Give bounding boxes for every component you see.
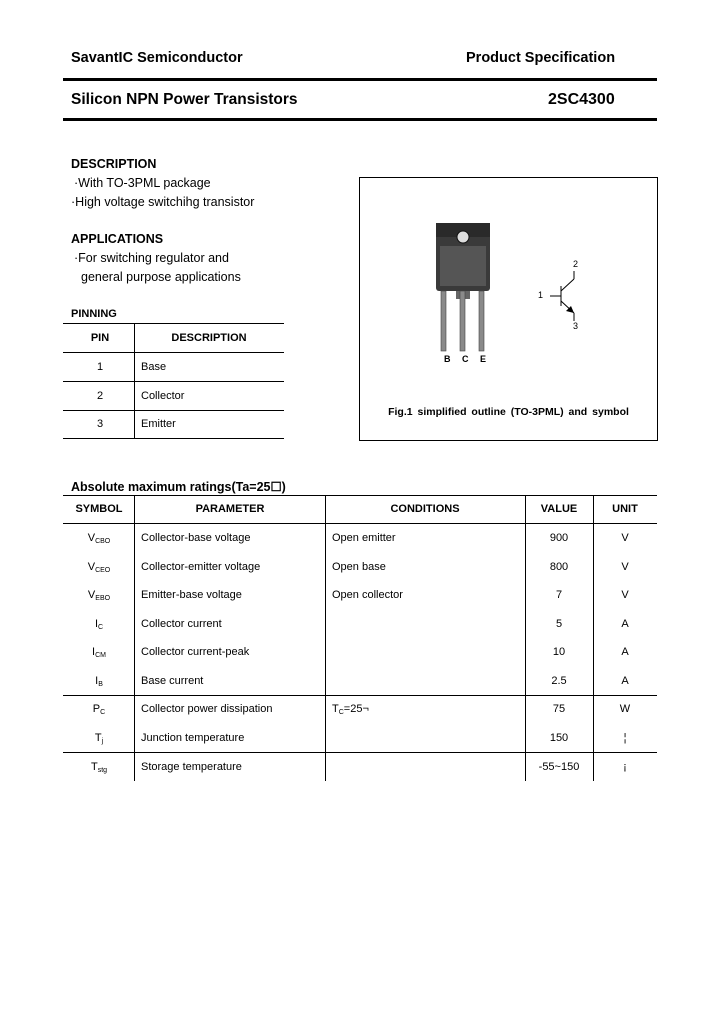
rating-value: 2.5 (551, 675, 567, 687)
package-label-e: E (480, 354, 487, 364)
rating-parameter: Base current (141, 675, 204, 687)
conditions-header: CONDITIONS (390, 503, 460, 515)
rating-value: 900 (549, 532, 569, 544)
pin-description: Emitter (141, 418, 176, 430)
pin-table-line (63, 381, 284, 382)
pin-table-line (63, 438, 284, 439)
rating-symbol: $P_C$ (92, 703, 106, 716)
rating-value: 7 (555, 589, 563, 601)
rating-condition: $T_C=25\neg$ (332, 703, 369, 716)
rating-symbol: $I_C$ (94, 618, 104, 631)
symbol-pin-2: 2 (573, 259, 579, 269)
rating-symbol: $V_{CBO}$ (87, 532, 111, 545)
ratings-title: Absolute maximum ratings(Ta=25☐) (71, 480, 286, 494)
parameter-header: PARAMETER (195, 503, 265, 515)
pin-table-line (63, 352, 284, 353)
npn-transistor-symbol-icon (550, 271, 574, 321)
rating-unit: ¦ (623, 732, 627, 744)
ratings-divider (134, 495, 135, 781)
pin-number: 2 (96, 390, 104, 402)
package-label-b: B (444, 354, 451, 364)
applications-item: general purpose applications (81, 270, 241, 284)
pin-desc-header: DESCRIPTION (171, 332, 247, 344)
rating-unit: W (619, 703, 631, 715)
rating-symbol: $V_{CEO}$ (87, 561, 111, 574)
figure-caption: Fig.1 simplified outline (TO-3PML) and symbol (388, 406, 629, 418)
rating-unit: A (621, 646, 629, 658)
rating-parameter: Junction temperature (141, 732, 245, 744)
applications-title: APPLICATIONS (71, 232, 164, 246)
part-number: 2SC4300 (548, 91, 615, 108)
rating-unit: V (621, 532, 629, 544)
rating-parameter: Collector current (141, 618, 222, 630)
description-title: DESCRIPTION (71, 157, 157, 171)
description-item: ·High voltage switchihg transistor (71, 195, 255, 209)
unit-header: UNIT (612, 503, 638, 515)
rating-parameter: Collector power dissipation (141, 703, 273, 715)
rating-symbol: $I_{CM}$ (92, 646, 106, 659)
package-label-c: C (462, 354, 469, 364)
rating-parameter: Emitter-base voltage (141, 589, 242, 601)
rating-unit: V (621, 589, 629, 601)
pin-number: 1 (96, 361, 104, 373)
pin-number: 3 (96, 418, 104, 430)
figure-box (359, 177, 658, 441)
rating-parameter: Storage temperature (141, 761, 242, 773)
rating-condition: Open emitter (332, 532, 396, 544)
symbol-pin-3: 3 (573, 321, 579, 331)
pin-description: Collector (141, 390, 185, 402)
rating-value: 10 (552, 646, 566, 658)
header-rule-bottom (63, 118, 657, 121)
value-header: VALUE (540, 503, 578, 515)
pin-description: Base (141, 361, 167, 373)
rating-value: 150 (549, 732, 569, 744)
ratings-line (63, 495, 657, 496)
product-line: Silicon NPN Power Transistors (71, 91, 298, 108)
rating-unit: ¡ (623, 761, 627, 773)
ratings-divider (525, 495, 526, 781)
rating-parameter: Collector-emitter voltage (141, 561, 261, 573)
pinning-title: PINNING (71, 308, 117, 320)
rating-unit: A (621, 618, 629, 630)
rating-value: 800 (549, 561, 569, 573)
rating-condition: Open base (332, 561, 386, 573)
description-item: ·With TO-3PML package (74, 176, 211, 190)
rating-parameter: Collector current-peak (141, 646, 250, 658)
applications-item: ·For switching regulator and (74, 251, 229, 265)
ratings-divider (325, 495, 326, 781)
rating-value: 5 (555, 618, 563, 630)
pin-table-divider (134, 323, 135, 438)
transistor-figure (360, 178, 657, 440)
ratings-line (63, 695, 657, 696)
company-name: SavantIC Semiconductor (71, 50, 243, 66)
symbol-pin-1: 1 (538, 290, 544, 300)
rating-symbol: $T_j$ (94, 732, 104, 745)
to3pml-package-icon (436, 223, 490, 351)
rating-parameter: Collector-base voltage (141, 532, 251, 544)
rating-value: -55~150 (538, 761, 580, 773)
symbol-header: SYMBOL (75, 503, 123, 515)
rating-symbol: $T_{stg}$ (90, 761, 108, 774)
rating-symbol: $V_{EBO}$ (87, 589, 111, 602)
rating-unit: A (621, 675, 629, 687)
doc-type: Product Specification (466, 50, 616, 66)
ratings-divider (593, 495, 594, 781)
pin-header: PIN (90, 332, 110, 344)
header-rule-top (63, 78, 657, 81)
ratings-line (63, 752, 657, 753)
rating-condition: Open collector (332, 589, 403, 601)
rating-value: 75 (552, 703, 566, 715)
ratings-line (63, 523, 657, 524)
pin-table-line (63, 410, 284, 411)
rating-unit: V (621, 561, 629, 573)
pin-table-line (63, 323, 284, 324)
rating-symbol: $I_B$ (95, 675, 103, 688)
